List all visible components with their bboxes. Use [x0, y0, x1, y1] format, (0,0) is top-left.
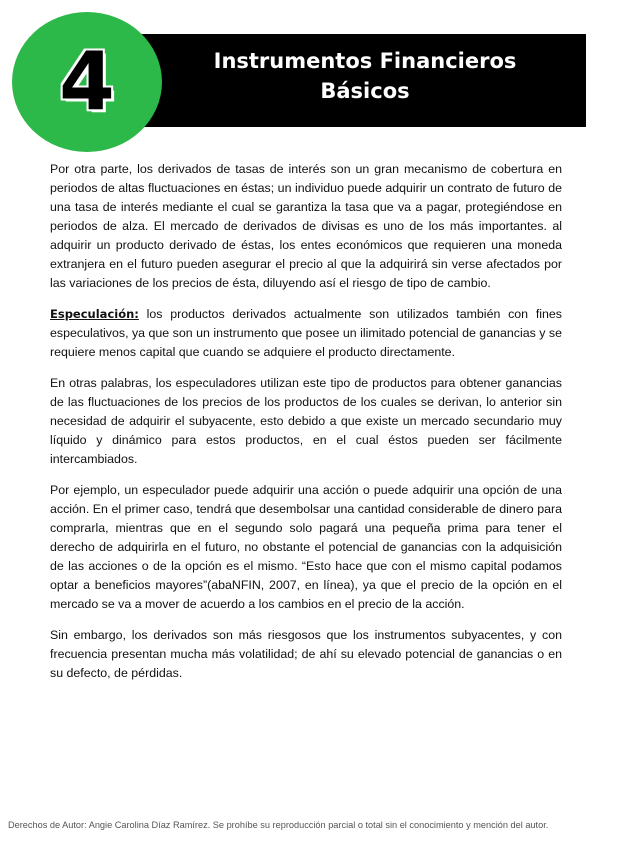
- page-title-line-2: Básicos: [320, 79, 410, 103]
- page-title-line-1: Instrumentos Financieros: [213, 49, 517, 73]
- page-title: [160, 46, 570, 106]
- paragraph-riesgo: Sin embargo, los derivados son más riesgosos que los instrumentos subyacentes, y con frecuencia presentan mucha más volatilidad; de ahí su elevado potencial de ganancias o en su defecto, de pérdidas.: [50, 628, 562, 680]
- paragraph-ejemplo: Por ejemplo, un especulador puede adquirir una acción o puede adquirir una opción de una acción. En el primer caso, tendrá que desembolsar una cantidad considerable de dinero para comprarla, mientras que en el segundo solo pagará una pequeña prima para tener el derecho de adquirirla en el futuro, no obstante el potencial de ganancias con la adquisición de las acciones o de la opción es el mismo. “Esto hace que con el mismo capital podamos optar a beneficios mayores”(abaNFIN, 2007, en línea), ya que el precio de la opción en el mercado se va a mover de acuerdo a los cambios en el precio de la acción.: [50, 483, 562, 611]
- paragraph-especuladores: En otras palabras, los especuladores utilizan este tipo de productos para obtener ganancias de las fluctuaciones de los precios de los productos de los cuales se derivan, lo anterior sin necesidad de adquirir el subyacente, esto debido a que existe un mercado secundario muy líquido y dinámico para estos productos, en el cual éstos pueden ser fácilmente intercambiados.: [50, 376, 562, 466]
- term-especulacion: Especulación:: [50, 307, 139, 321]
- paragraph-especulacion: [50, 305, 562, 362]
- paragraph-derivados-tasas: Por otra parte, los derivados de tasas de interés son un gran mecanismo de cobertura en periodos de altas fluctuaciones en éstas; un individuo puede adquirir un contrato de futuro de una tasa de interés mediante el cual se garantiza la tasa que va a pagar, protegiéndose en periodos de alza. El mercado de derivados de divisas es uno de los más importantes. al adquirir un producto derivado de éstas, los entes económicos que requieren una moneda extranjera en el futuro pueden asegurar el precio al que la adquirirá sin verse afectados por las variaciones de los precios de ésta, diluyendo así el riesgo de tipo de cambio.: [50, 162, 562, 290]
- chapter-number: 4: [59, 35, 115, 128]
- paragraph-especulacion-text: los productos derivados actualmente son utilizados también con fines especulativos, ya que son un instrumento que posee un ilimitado potencial de ganancias y se requiere menos capital que cuando se adquiere el producto directamente.: [50, 307, 562, 359]
- copyright-footer: Derechos de Autor: Angie Carolina Díaz Ramírez. Se prohíbe su reproducción parcial o total sin el conocimiento y mención del autor.: [8, 820, 549, 830]
- document-body: [50, 160, 562, 695]
